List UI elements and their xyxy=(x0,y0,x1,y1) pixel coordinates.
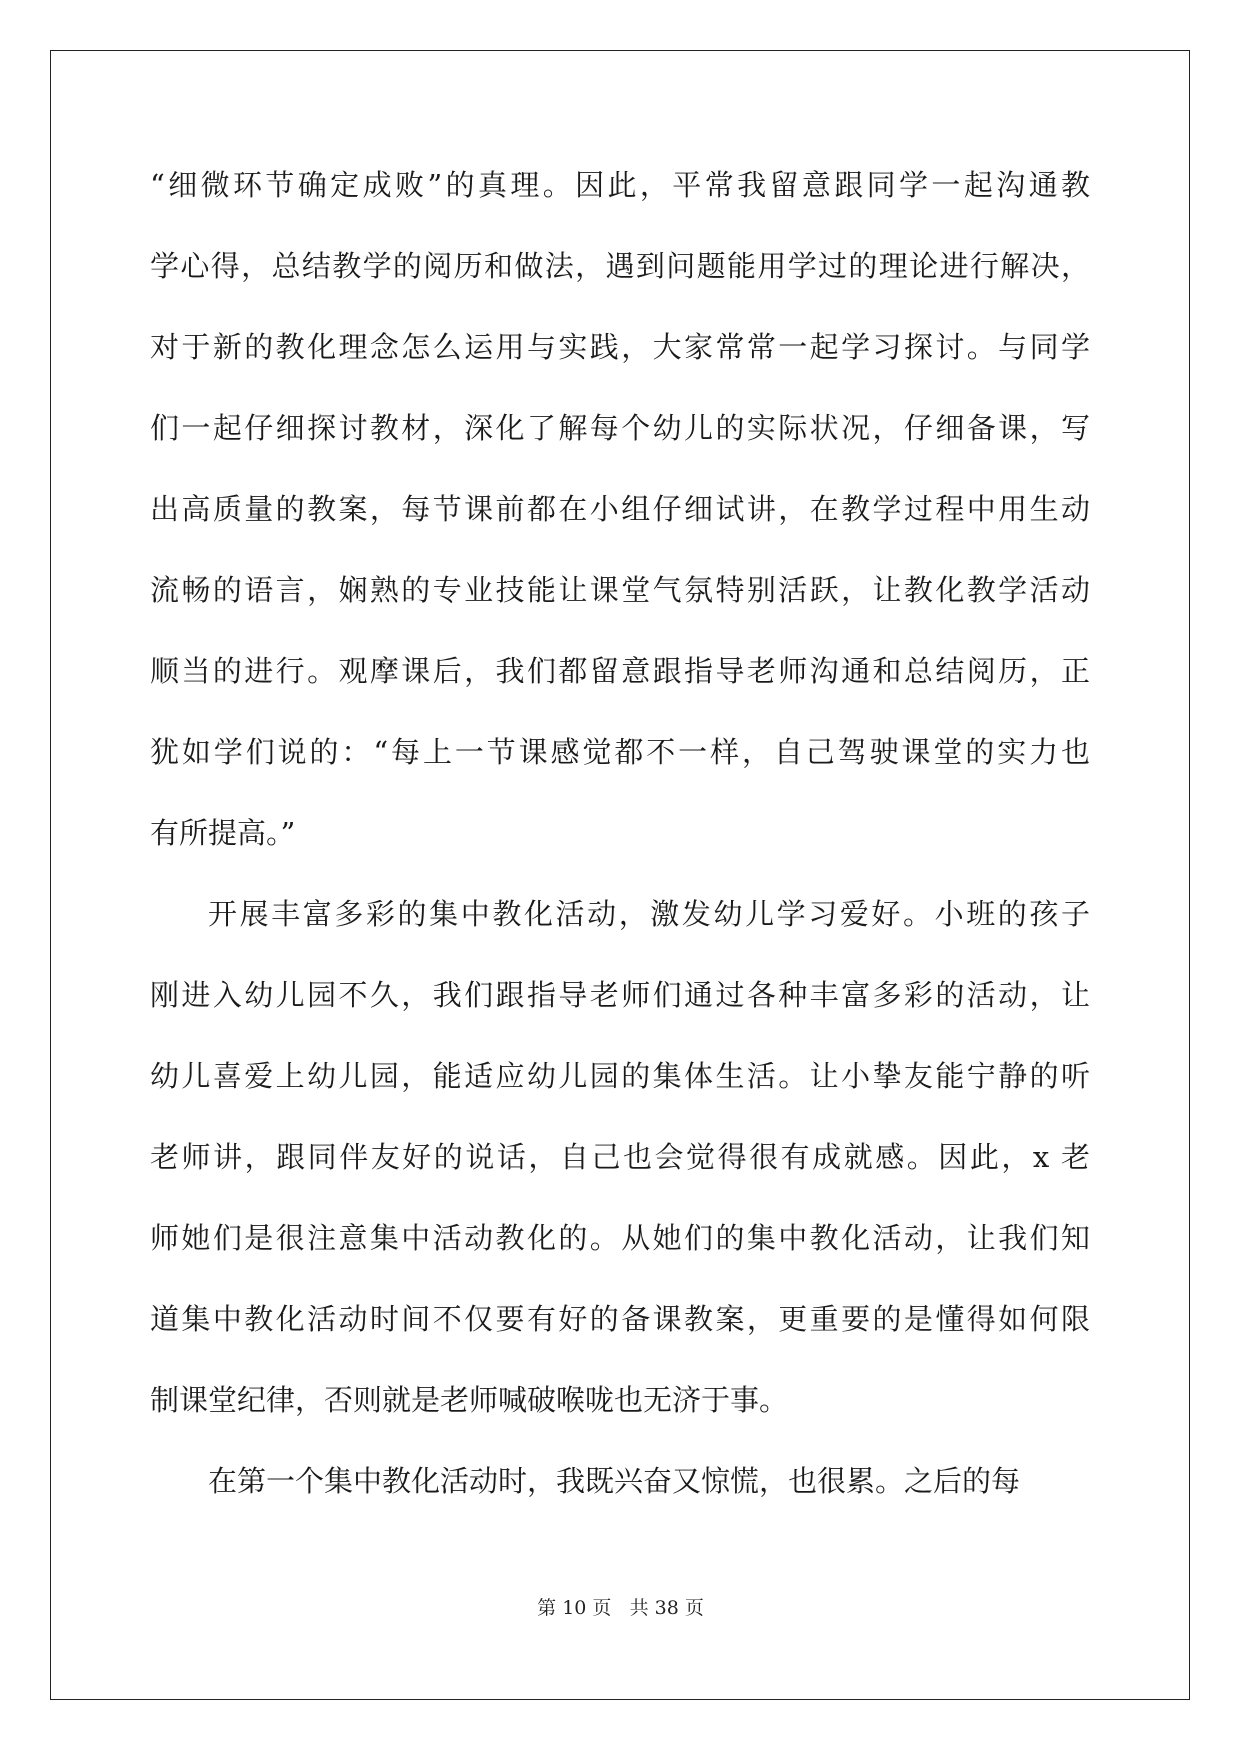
paragraph xyxy=(150,894,1090,1461)
text-line: 有所提高。” xyxy=(150,816,296,850)
text-line: 在第一个集中教化活动时，我既兴奋又惊慌，也很累。之后的每 xyxy=(208,1464,1021,1498)
text-line: 犹如学们说的：“每上一节课感觉都不一样，自己驾驶课堂的实力也 xyxy=(150,735,1090,769)
paragraph xyxy=(150,165,1090,894)
text-line: 刚进入幼儿园不久，我们跟指导老师们通过各种丰富多彩的活动，让 xyxy=(150,978,1090,1012)
text-line: 流畅的语言，娴熟的专业技能让课堂气氛特别活跃，让教化教学活动 xyxy=(150,573,1090,607)
page-footer xyxy=(0,1593,1241,1620)
text-line: 顺当的进行。观摩课后，我们都留意跟指导老师沟通和总结阅历，正 xyxy=(150,654,1090,688)
text-line: 出高质量的教案，每节课前都在小组仔细试讲，在教学过程中用生动 xyxy=(150,492,1090,526)
page-total: 共 38 页 xyxy=(629,1597,704,1619)
text-line: 对于新的教化理念怎么运用与实践，大家常常一起学习探讨。与同学 xyxy=(150,330,1090,364)
text-line: 幼儿喜爱上幼儿园，能适应幼儿园的集体生活。让小挚友能宁静的听 xyxy=(150,1059,1090,1093)
text-line: “细微环节确定成败”的真理。因此，平常我留意跟同学一起沟通教 xyxy=(150,168,1090,202)
text-line: 学心得，总结教学的阅历和做法，遇到问题能用学过的理论进行解决， xyxy=(150,249,1090,283)
text-line: 老师讲，跟同伴友好的说话，自己也会觉得很有成就感。因此，x 老 xyxy=(150,1140,1090,1174)
page-number: 第 10 页 xyxy=(537,1597,612,1619)
text-line: 道集中教化活动时间不仅要有好的备课教案，更重要的是懂得如何限 xyxy=(150,1302,1090,1336)
document-body xyxy=(150,165,1090,1542)
text-line: 师她们是很注意集中活动教化的。从她们的集中教化活动，让我们知 xyxy=(150,1221,1090,1255)
text-line: 们一起仔细探讨教材，深化了解每个幼儿的实际状况，仔细备课，写 xyxy=(150,411,1090,445)
text-line: 制课堂纪律，否则就是老师喊破喉咙也无济于事。 xyxy=(150,1383,789,1417)
paragraph xyxy=(150,1461,1090,1542)
text-line: 开展丰富多彩的集中教化活动，激发幼儿学习爱好。小班的孩子 xyxy=(208,897,1090,931)
